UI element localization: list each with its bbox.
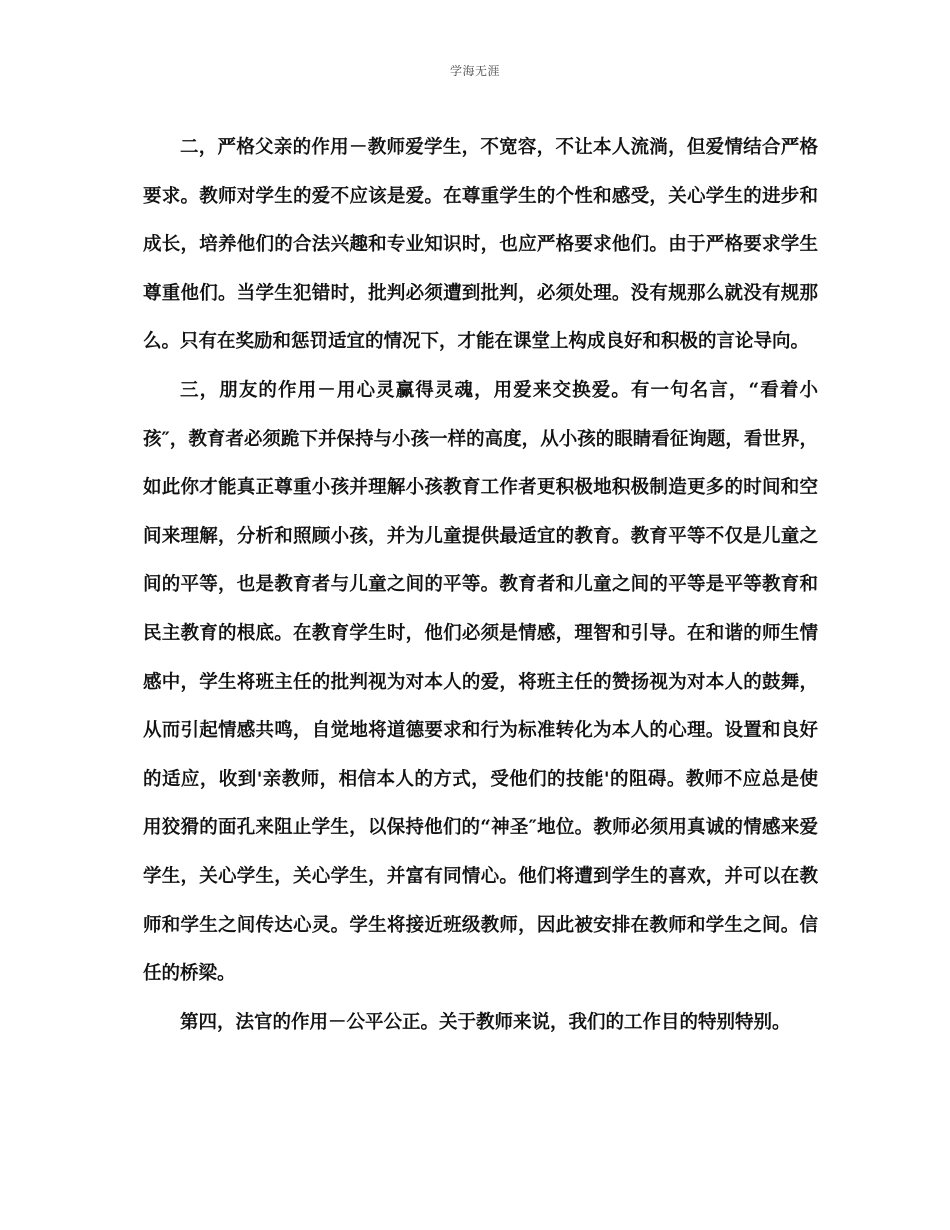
paragraph-judge-role: 第四，法官的作用－公平公正。关于教师来说，我们的工作目的特别特别。 [180,1011,791,1033]
paragraph-strict-father-role: 二，严格父亲的作用－教师爱学生，不宽容，不让本人流淌，但爱情结合严格要求。教师对学生的爱不应该是爱。在尊重学生的个性和感受，关心学生的进步和成长，培养他们的合法兴趣和专业知识时，也应严格要求他们。由于严格要求学生尊重他们。当学生犯错时，批判必须遭到批判，必须处理。没有规那么就没有规那么。只有在奖励和惩罚适宜的情况下，才能在课堂上构成良好和积极的言论导向。 [143,137,818,353]
page-header: 学海无涯 [449,64,500,78]
document-body [143,124,818,1047]
paragraph-friend-role: 三，朋友的作用－用心灵赢得灵魂，用爱来交换爱。有一句名言，“看着小孩″，教育者必须跪下并保持与小孩一样的高度，从小孩的眼睛看征询题，看世界，如此你才能真正尊重小孩并理解小孩教育工作者更积极地积极制造更多的时间和空间来理解，分析和照顾小孩，并为儿童提供最适宜的教育。教育平等不仅是儿童之间的平等，也是教育者与儿童之间的平等。教育者和儿童之间的平等是平等教育和民主教育的根底。在教育学生时，他们必须是情感，理智和引导。在和谐的师生情感中，学生将班主任的批判视为对本人的爱，将班主任的赞扬视为对本人的鼓舞，从而引起情感共鸣，自觉地将道德要求和行为标准转化为本人的心理。设置和良好的适应，收到'亲教师，相信本人的方式，受他们的技能'的阻碍。教师不应总是使用狡猾的面孔来阻止学生，以保持他们的“神圣″地位。教师必须用真诚的情感来爱学生，关心学生，关心学生，并富有同情心。他们将遭到学生的喜欢，并可以在教师和学生之间传达心灵。学生将接近班级教师，因此被安排在教师和学生之间。信任的桥梁。 [143,379,818,985]
